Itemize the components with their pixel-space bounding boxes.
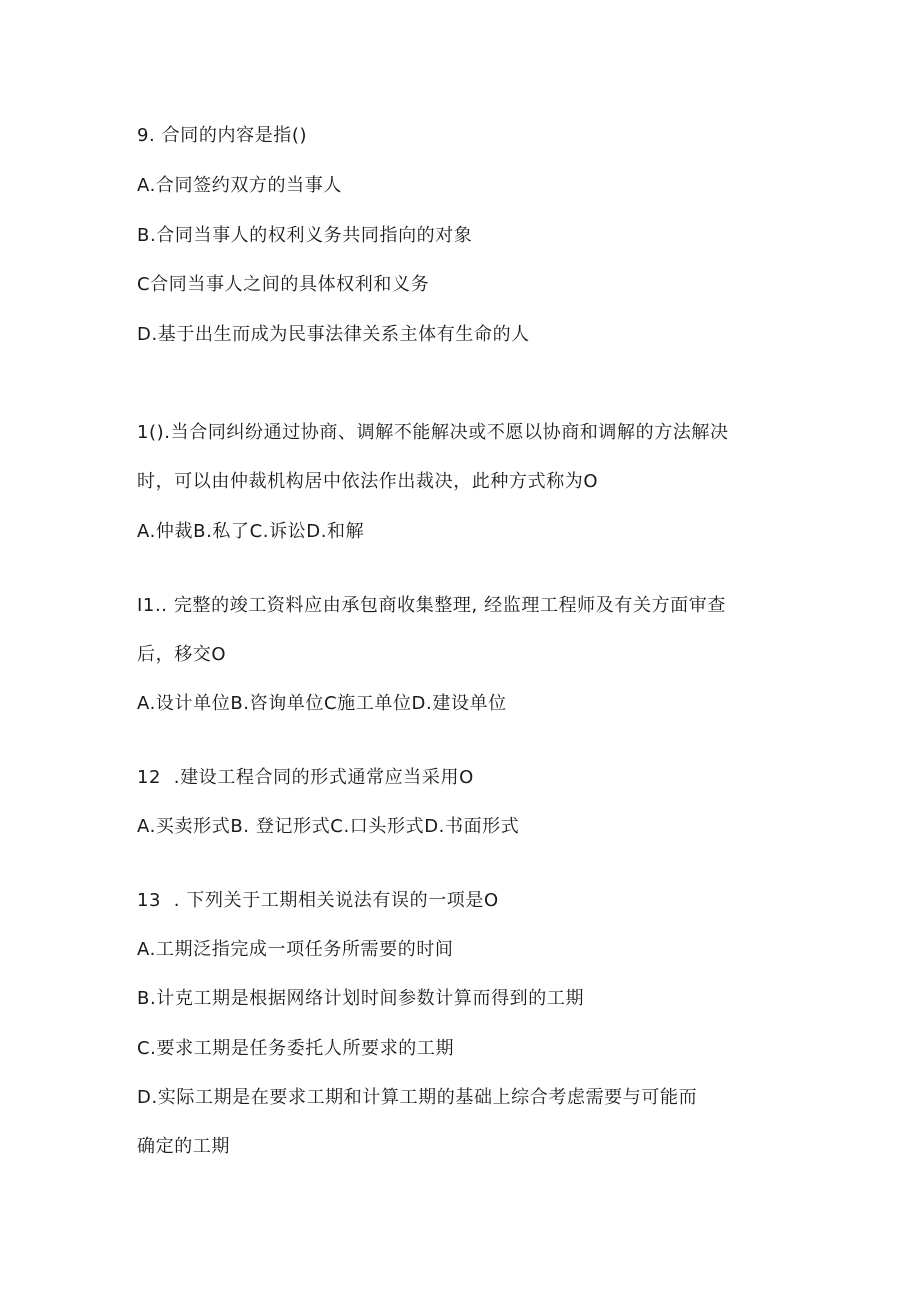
question-10-stem-line-1: 1().当合同纠纷通过协商、调解不能解决或不愿以协商和调解的方法解决 (137, 422, 729, 443)
question-13-option-d-line-2: 确定的工期 (137, 1136, 230, 1157)
question-12-options: A.买卖形式B. 登记形式C.口头形式D.书面形式 (137, 816, 520, 837)
question-9-option-d: D.基于出生而成为民事法律关系主体有生命的人 (137, 324, 530, 345)
question-13-option-c: C.要求工期是任务委托人所要求的工期 (137, 1038, 455, 1059)
question-11-stem-line-1: I1.. 完整的竣工资料应由承包商收集整理, 经监理工程师及有关方面审查 (137, 595, 726, 616)
question-13-option-a: A.工期泛指完成一项任务所需要的时间 (137, 939, 454, 960)
question-10-options: A.仲裁B.私了C.诉讼D.和解 (137, 521, 365, 542)
question-9-stem: 9. 合同的内容是指() (137, 125, 308, 146)
question-13-option-d-line-1: D.实际工期是在要求工期和计算工期的基础上综合考虑需要与可能而 (137, 1087, 698, 1108)
question-13-stem: 13 . 下列关于工期相关说法有误的一项是O (137, 890, 499, 911)
question-11-options: A.设计单位B.咨询单位C施工单位D.建设单位 (137, 693, 507, 714)
question-9-option-b: B.合同当事人的权利义务共同指向的对象 (137, 225, 473, 246)
question-10-stem-line-2: 时，可以由仲裁机构居中依法作出裁决，此种方式称为O (137, 471, 599, 492)
question-12-stem: 12 .建设工程合同的形式通常应当采用O (137, 767, 474, 788)
question-9-option-a: A.合同签约双方的当事人 (137, 175, 342, 196)
question-13-option-b: B.计克工期是根据网络计划时间参数计算而得到的工期 (137, 988, 585, 1009)
question-9-option-c: C合同当事人之间的具体权利和义务 (137, 274, 430, 295)
question-11-stem-line-2: 后，移交O (137, 644, 227, 665)
